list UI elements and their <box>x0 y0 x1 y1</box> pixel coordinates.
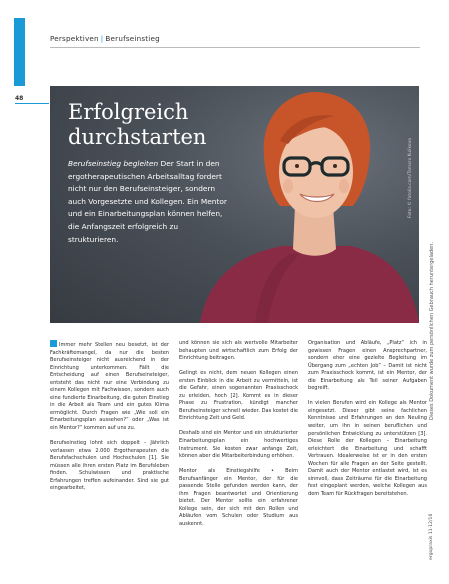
paragraph: Deshalb sind ein Mentor und ein strukturierter Einarbeitungsplan ein hochwertiges Instrument. Sie kosten zwar anfangs Zeit, können aber die Mitarbeiterbindung erhöhen. <box>179 430 298 460</box>
article-body <box>50 340 428 575</box>
article-title: Erfolgreich durchstarten <box>68 100 207 149</box>
article-lead <box>68 158 230 246</box>
paragraph: In vielen Berufen wird ein Kollege als Mentor eingesetzt. Dieser gibt seine fachlichen Kenntnisse und Erfahrungen an den Neuling weiter, um ihn in seinen beruflichen und persönlichen Entwicklung zu unterstützen [3]. Diese Rolle der Kollegen – Einarbeitung erleichtert die Einarbeitung und schafft Vertrauen. Idealerweise ist er in den ersten Wochen für alle Fragen an der Seite gestellt. Damit auch der Mentor entlastet wird, ist es sinnvoll, dass Zeiträume für die Einarbeitung fest eingeplant werden, welche Kollegen aus dem Team für Rückfragen bereitstehen. <box>308 400 427 497</box>
journal-reference: ergopraxis 11·12/16 <box>429 513 434 560</box>
header-rule <box>50 47 420 48</box>
photo-credit: Foto: © fotolia.com/Tamara Kulikova <box>408 138 413 218</box>
section-separator: | <box>100 34 104 43</box>
body-column-1 <box>50 340 169 575</box>
section-color-bar <box>14 18 25 86</box>
paragraph-marker-icon <box>50 340 57 347</box>
paragraph: Berufseinstieg lohnt sich doppelt – Jährlich verlassen etwa 2.000 Ergotherapeuten die Berufsfachschulen und Hochschulen [1]. Sie müssen alle ihren ersten Platz im Berufsleben finden. Schulwissen und praktische Erfahrungen treffen aufeinander. Sind sie gut eingearbeitet, <box>50 440 169 492</box>
download-note: Dieses Dokument wurde zum persönlichen Gebrauch heruntergeladen. <box>429 242 435 420</box>
sweater-shape <box>200 246 419 323</box>
page-number-rule <box>15 103 49 104</box>
section-name: Perspektiven <box>50 34 99 43</box>
paragraph: Gelingt es nicht, dem neuen Kollegen einen ersten Einblick in die Arbeit zu vermitteln, ist die Gefahr, einen sogenannten Praxisschock zu erleiden, hoch [2]. Kommt es in dieser Phase zu Frustration, kündigt mancher Berufseinsteiger schnell wieder. Das kostet die Einrichtung Zeit und Geld. <box>179 370 298 422</box>
body-column-2 <box>179 340 298 575</box>
lead-emphasis: Berufseinstieg begleiten <box>68 159 159 168</box>
paragraph: Immer mehr Stellen neu besetzt, ist der Fachkräftemangel, da nur die besten Berufseinsteiger nicht ausreichend in der Einrichtung unterkommen. Fällt die Entscheidung auf einen Berufseinsteiger, entsteht das nicht nur eine Verbindung zu einem Kollegen mit Fachwissen, sondern auch eine fundierte Einarbeitung, die guten Einstieg in die Arbeit als Team und ein gutes Klima ermöglicht. Durch Fragen wie „Wie soll ein Einarbeitungsplan aussehen?“ oder „Was ist ein Mentor?“ kommen auf uns zu. <box>50 342 169 432</box>
paragraph: Organisation und Abläufe, „Platz“ ich in gewissen Fragen einen Ansprechpartner, sondern eher eine gezielte Begleitung im Übergang zum „echten Job“ – Damit ist nicht zum Praxisschock kommt, ist ein Mentor, der die Einarbeitung als Teil seiner Aufgaben begreift. <box>308 340 427 392</box>
body-column-3 <box>308 340 427 575</box>
paragraph: und können sie sich als wertvolle Mitarbeiter behaupten und wirtschaftlich zum Erfolg der Einrichtung beitragen. <box>179 340 298 362</box>
page-number: 48 <box>15 95 24 102</box>
paragraph: Mentor als Einstiegshilfe • Beim Berufsanfänger ein Mentor, der für die passende Stelle gefunden werden kann, der ihm Fragen beantwortet und Orientierung bietet. Der Mentor sollte ein erfahrener Kollege sein, der sich mit den Rollen und Abläufen vom Schulen oder Studium aus auskennt. <box>179 468 298 527</box>
lead-text: Der Start in den ergotherapeutischen Arbeitsalltag fordert nicht nur den Berufseinsteiger, sondern auch Vorgesetzte und Kollegen. Ein Mentor und ein Einarbeitungsplan können helfen, die Anfangszeit erfolgreich zu strukturieren. <box>68 159 227 244</box>
section-label <box>50 34 160 43</box>
subsection-name: Berufseinstieg <box>105 34 160 43</box>
